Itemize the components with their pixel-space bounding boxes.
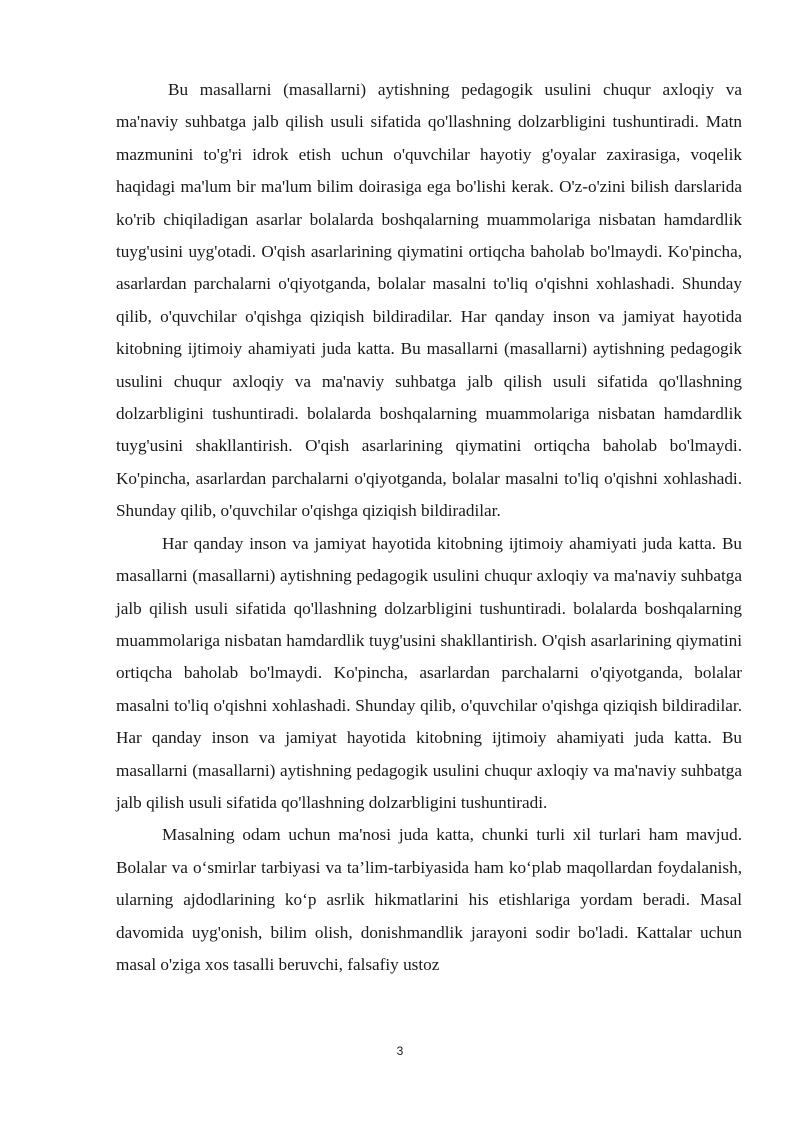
page-number: 3	[396, 1044, 404, 1058]
paragraph-2: Har qanday inson va jamiyat hayotida kitobning ijtimoiy ahamiyati juda katta. Bu masallarni (masallarni) aytishning pedagogik usulini chuqur axloqiy va ma'naviy suhbatga jalb qilish usuli sifatida qo'llashning dolzarbligini tushuntiradi. bolalarda boshqalarning muammolariga nisbatan hamdardlik tuyg'usini shakllantirish. O'qish asarlarining qiymatini ortiqcha baholab bo'lmaydi. Ko'pincha, asarlardan parchalarni o'qiyotganda, bolalar masalni to'liq o'qishni xohlashadi. Shunday qilib, o'quvchilar o'qishga qiziqish bildiradilar. Har qanday inson va jamiyat hayotida kitobning ijtimoiy ahamiyati juda katta. Bu masallarni (masallarni) aytishning pedagogik usulini chuqur axloqiy va ma'naviy suhbatga jalb qilish usuli sifatida qo'llashning dolzarbligini tushuntiradi.	[116, 533, 742, 812]
paragraph-3: Masalning odam uchun ma'nosi juda katta, chunki turli xil turlari ham mavjud. Bolalar va o‘smirlar tarbiyasi va ta’lim-tarbiyasida ham ko‘plab maqollardan foydalanish, ularning ajdodlarining ko‘p asrlik hikmatlarini his etishlariga yordam beradi. Masal davomida uyg'onish, bilim olish, donishmandlik jarayoni sodir bo'ladi. Kattalar uchun masal o'ziga xos tasalli beruvchi, falsafiy ustoz	[116, 825, 742, 974]
paragraph-1: Bu masallarni (masallarni) aytishning pedagogik usulini chuqur axloqiy va ma'naviy suhbatga jalb qilish usuli sifatida qo'llashning dolzarbligini tushuntiradi. Matn mazmunini to'g'ri idrok etish uchun o'quvchilar hayotiy g'oyalar zaxirasiga, voqelik haqidagi ma'lum bir ma'lum bilim doirasiga ega bo'lishi kerak. O'z-o'zini bilish darslarida ko'rib chiqiladigan asarlar bolalarda boshqalarning muammolariga nisbatan hamdardlik tuyg'usini uyg'otadi. O'qish asarlarining qiymatini ortiqcha baholab bo'lmaydi. Ko'pincha, asarlardan parchalarni o'qiyotganda, bolalar masalni to'liq o'qishni xohlashadi. Shunday qilib, o'quvchilar o'qishga qiziqish bildiradilar. Har qanday inson va jamiyat hayotida kitobning ijtimoiy ahamiyati juda katta. Bu masallarni (masallarni) aytishning pedagogik usulini chuqur axloqiy va ma'naviy suhbatga jalb qilish usuli sifatida qo'llashning dolzarbligini tushuntiradi. bolalarda boshqalarning muammolariga nisbatan hamdardlik tuyg'usini shakllantirish. O'qish asarlarining qiymatini ortiqcha baholab bo'lmaydi. Ko'pincha, asarlardan parchalarni o'qiyotganda, bolalar masalni to'liq o'qishni xohlashadi. Shunday qilib, o'quvchilar o'qishga qiziqish bildiradilar.	[116, 80, 742, 521]
body-text	[116, 74, 742, 981]
